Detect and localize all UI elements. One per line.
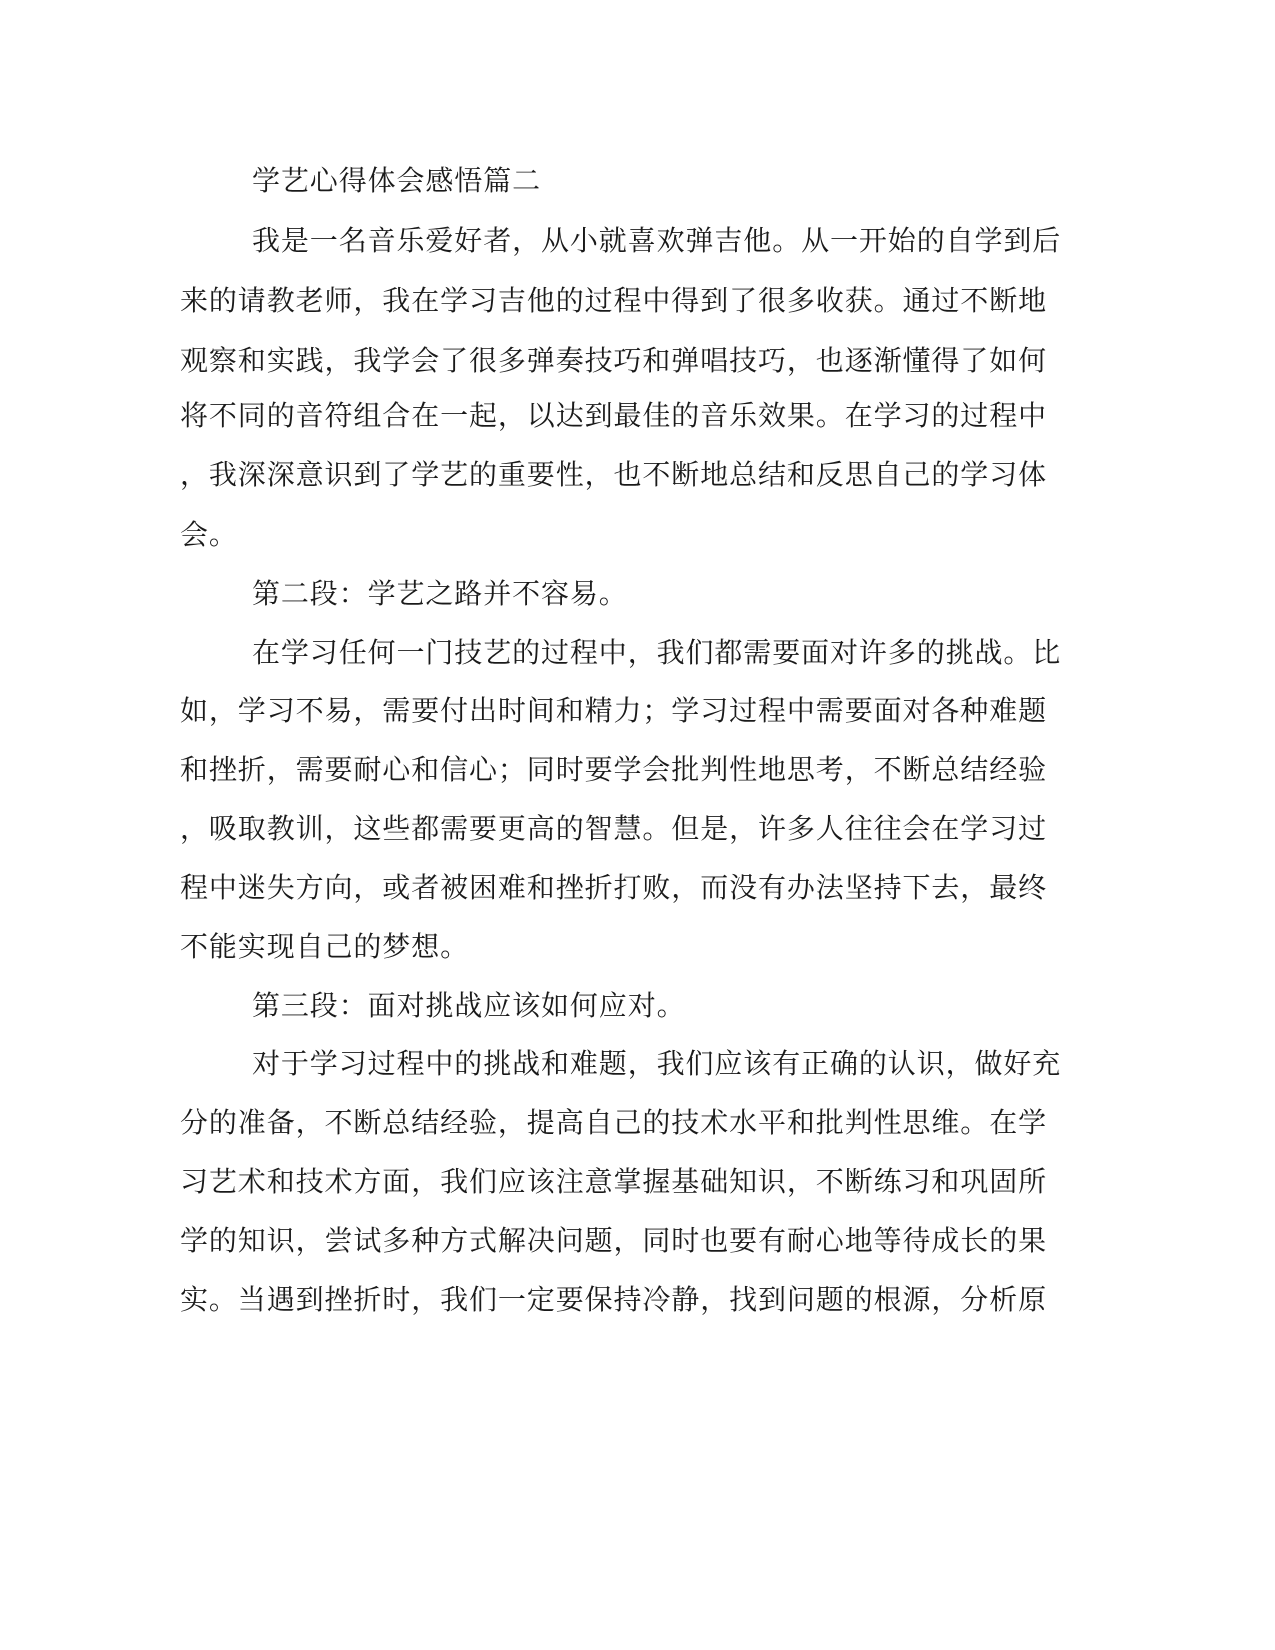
section-heading-2: 第二段：学艺之路并不容易。 [252, 577, 628, 610]
paragraph-1-line-3: 观察和实践，我学会了很多弹奏技巧和弹唱技巧，也逐渐懂得了如何 [180, 344, 1048, 377]
paragraph-3-line-5: 实。当遇到挫折时，我们一定要保持冷静，找到问题的根源，分析原 [180, 1283, 1048, 1316]
document-title: 学艺心得体会感悟篇二 [252, 164, 542, 197]
paragraph-1-line-2: 来的请教老师，我在学习吉他的过程中得到了很多收获。通过不断地 [180, 284, 1048, 317]
paragraph-2-line-6: 不能实现自己的梦想。 [180, 930, 470, 963]
section-heading-3: 第三段：面对挑战应该如何应对。 [252, 989, 686, 1022]
paragraph-3-line-3: 习艺术和技术方面，我们应该注意掌握基础知识，不断练习和巩固所 [180, 1165, 1048, 1198]
paragraph-3-line-4: 学的知识，尝试多种方式解决问题，同时也要有耐心地等待成长的果 [180, 1224, 1048, 1257]
paragraph-2-line-2: 如，学习不易，需要付出时间和精力；学习过程中需要面对各种难题 [180, 694, 1048, 727]
paragraph-3-line-1: 对于学习过程中的挑战和难题，我们应该有正确的认识，做好充 [252, 1047, 1062, 1080]
paragraph-1-line-5: ，我深深意识到了学艺的重要性，也不断地总结和反思自己的学习体 [180, 458, 1048, 491]
paragraph-2-line-4: ，吸取教训，这些都需要更高的智慧。但是，许多人往往会在学习过 [180, 812, 1048, 845]
paragraph-2-line-3: 和挫折，需要耐心和信心；同时要学会批判性地思考，不断总结经验 [180, 753, 1048, 786]
paragraph-2-line-5: 程中迷失方向，或者被困难和挫折打败，而没有办法坚持下去，最终 [180, 871, 1048, 904]
paragraph-1-line-1: 我是一名音乐爱好者，从小就喜欢弹吉他。从一开始的自学到后 [252, 224, 1062, 257]
paragraph-1-line-4: 将不同的音符组合在一起，以达到最佳的音乐效果。在学习的过程中 [180, 399, 1048, 432]
paragraph-2-line-1: 在学习任何一门技艺的过程中，我们都需要面对许多的挑战。比 [252, 636, 1062, 669]
paragraph-3-line-2: 分的准备，不断总结经验，提高自己的技术水平和批判性思维。在学 [180, 1106, 1048, 1139]
paragraph-1-line-6: 会。 [180, 518, 238, 551]
